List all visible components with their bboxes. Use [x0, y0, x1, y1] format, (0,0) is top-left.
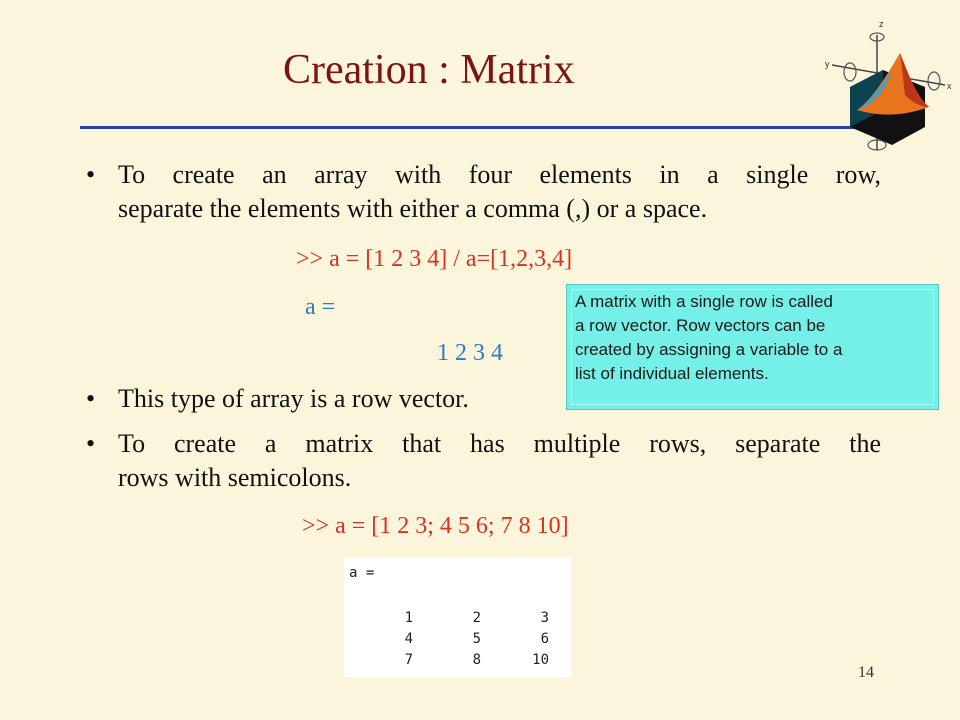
- bullet-line: To create an array with four elements in a single row,: [118, 160, 881, 189]
- axis-x-label: x: [947, 81, 952, 91]
- rotate-y-icon: [844, 63, 856, 81]
- row-vector-callout: [566, 284, 939, 410]
- bullet-dot: •: [86, 384, 96, 413]
- axis-y-label: y: [825, 59, 830, 69]
- rotate-x-icon: [928, 72, 940, 90]
- callout-line: a row vector. Row vectors can be: [575, 316, 826, 335]
- matrix-output-panel: [344, 557, 571, 677]
- matlab-logo-graphic: [817, 15, 957, 160]
- matrix-cell: 6: [540, 631, 549, 647]
- row-output-values: 1 2 3 4: [437, 340, 503, 366]
- command-row-vector: >> a = [1 2 3 4] / a=[1,2,3,4]: [296, 246, 573, 272]
- callout-line: list of individual elements.: [575, 364, 769, 383]
- bullet-text: [118, 427, 881, 495]
- matrix-cell: 7: [404, 652, 413, 668]
- matlab-logo-icon: [817, 15, 957, 160]
- matrix-cell: 10: [532, 652, 549, 668]
- matrix-row: [344, 610, 571, 630]
- bullet-dot: •: [86, 429, 96, 458]
- matrix-row: [344, 652, 571, 672]
- matrix-cell: 3: [540, 610, 549, 626]
- callout-line: A matrix with a single row is called: [575, 292, 833, 311]
- matrix-cell: 2: [472, 610, 481, 626]
- matrix-cell: 5: [472, 631, 481, 647]
- matrix-cell: 8: [472, 652, 481, 668]
- matrix-cell: 1: [404, 610, 413, 626]
- bullet-text: [118, 158, 881, 226]
- bullet-text: This type of array is a row vector.: [118, 384, 469, 413]
- matrix-output-label: a =: [349, 565, 375, 581]
- page-number: 14: [858, 664, 874, 681]
- bullet-line: rows with semicolons.: [118, 463, 352, 492]
- callout-line: created by assigning a variable to a: [575, 340, 843, 359]
- matrix-row: [344, 631, 571, 651]
- title-underline: [80, 126, 860, 129]
- bullet-line: separate the elements with either a comma (,) or a space.: [118, 194, 708, 223]
- bullet-dot: •: [86, 160, 96, 189]
- row-output-label: a =: [305, 294, 336, 320]
- matrix-cell: 4: [404, 631, 413, 647]
- axis-z-label: z: [879, 19, 884, 29]
- bullet-line: To create a matrix that has multiple rows, separate the: [118, 429, 881, 458]
- command-matrix: >> a = [1 2 3; 4 5 6; 7 8 10]: [302, 513, 569, 539]
- slide-title: Creation : Matrix: [283, 47, 575, 93]
- callout-text: [575, 290, 930, 386]
